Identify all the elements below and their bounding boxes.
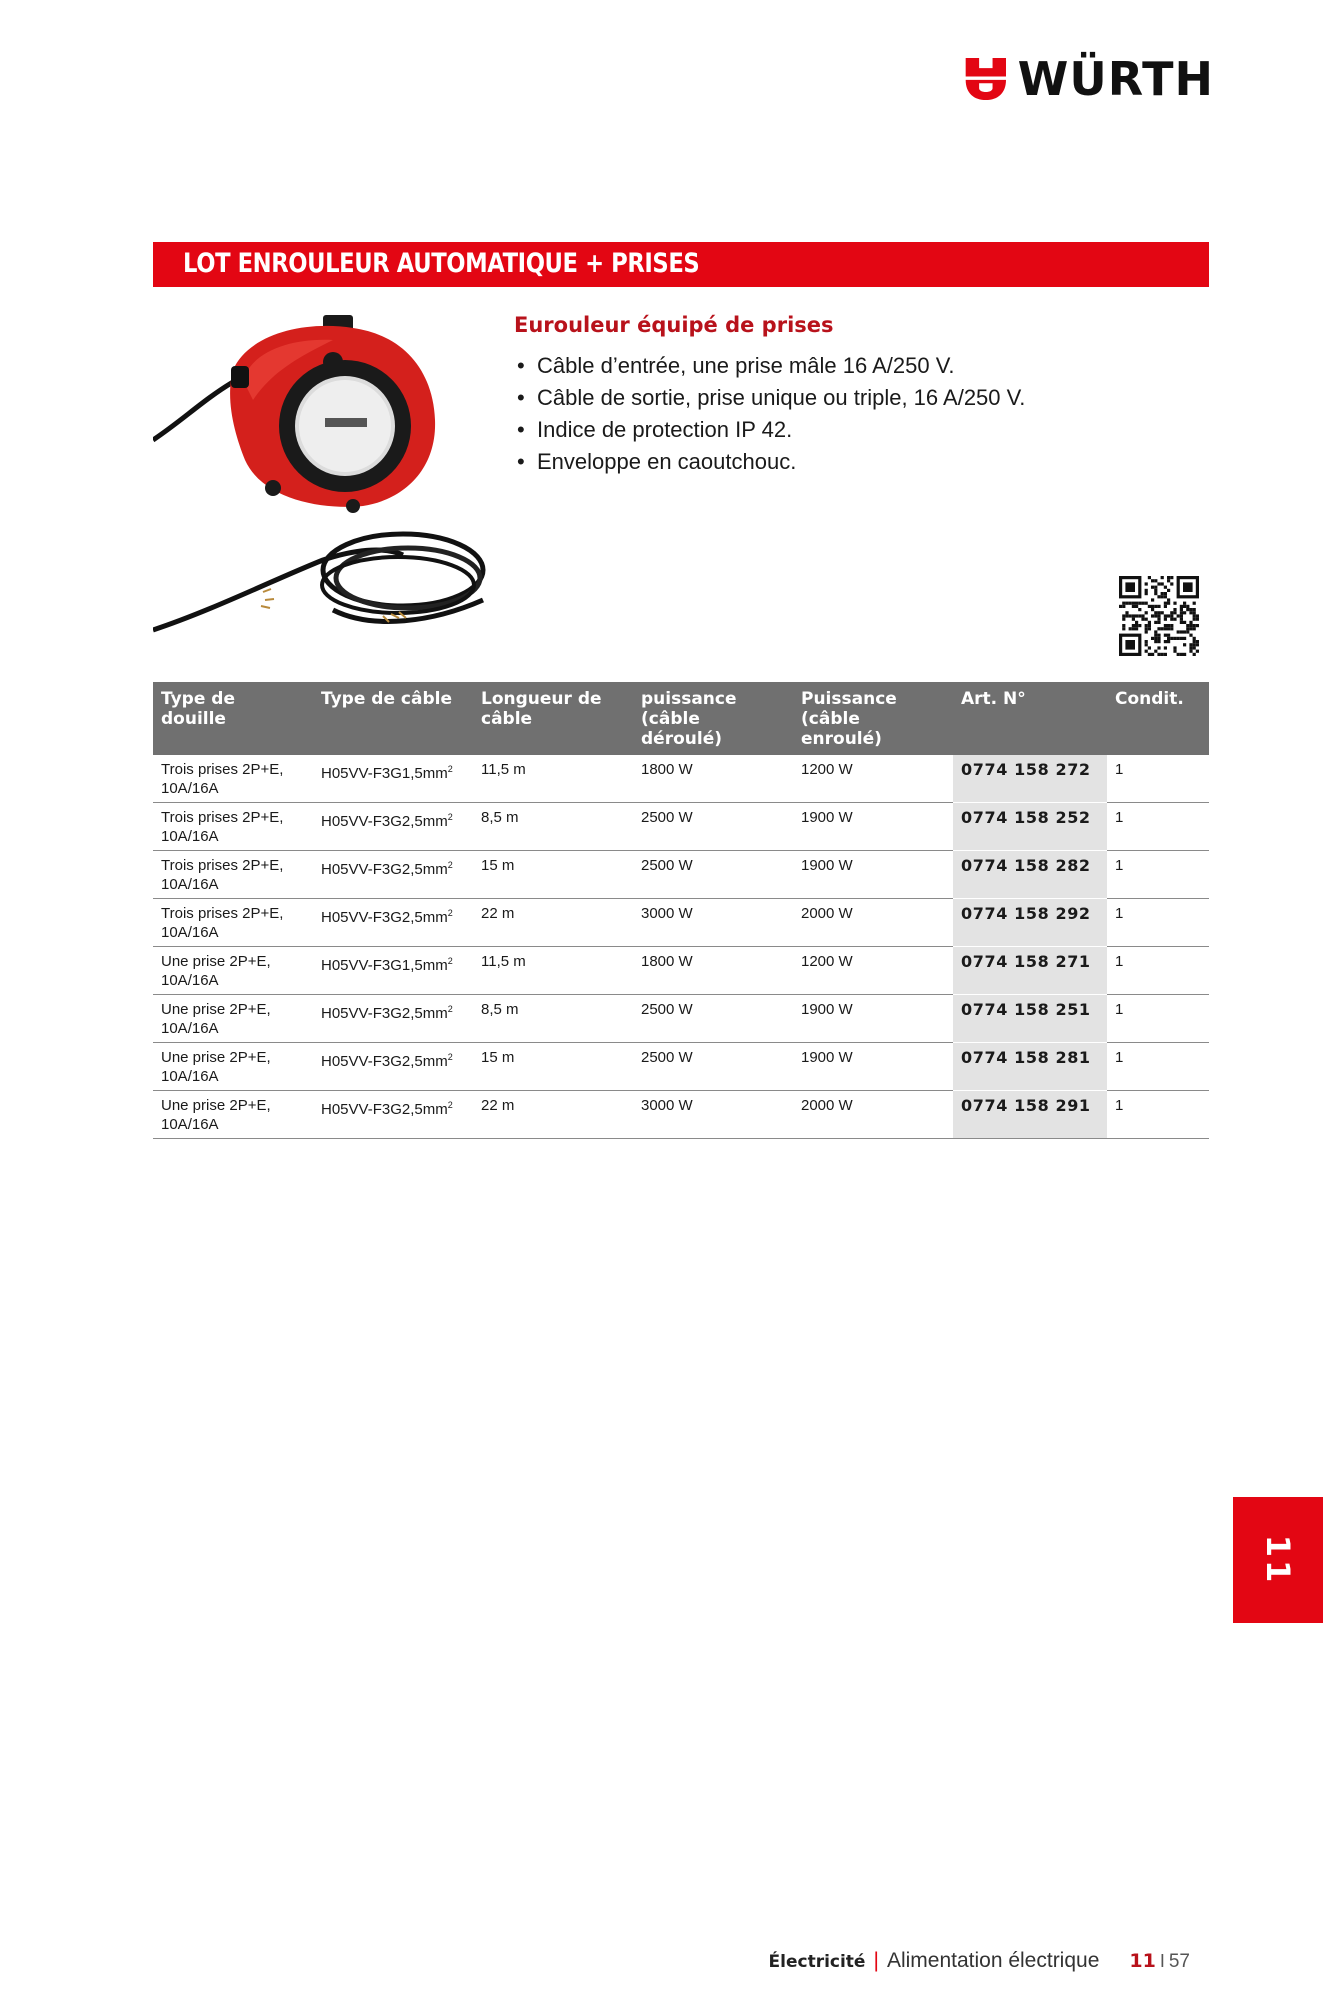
cell-power-unrolled: 1800 W [633, 755, 793, 803]
section-title-bar [153, 242, 1209, 287]
cell-power-rolled: 1900 W [793, 1043, 953, 1091]
cell-socket-type: Trois prises 2P+E, 10A/16A [153, 803, 313, 851]
footer-page-separator: I [1159, 1951, 1165, 1971]
cell-cable-length: 11,5 m [473, 755, 633, 803]
cell-packaging: 1 [1107, 803, 1209, 851]
cell-packaging: 1 [1107, 995, 1209, 1043]
cable-type-text: H05VV-F3G2,5mm [321, 909, 448, 926]
cell-cable-length: 22 m [473, 899, 633, 947]
cell-cable-length: 8,5 m [473, 995, 633, 1043]
footer-chapter: 11 [1129, 1950, 1156, 1972]
cell-cable-length: 15 m [473, 1043, 633, 1091]
wurth-logo-icon [964, 52, 1008, 106]
brand-name: WÜRTH [1017, 52, 1214, 106]
table-row [153, 1091, 1209, 1139]
cable-type-text: H05VV-F3G1,5mm [321, 765, 448, 782]
cell-article-number: 0774 158 251 [953, 995, 1107, 1043]
cell-cable-length: 11,5 m [473, 947, 633, 995]
cell-packaging: 1 [1107, 947, 1209, 995]
cell-socket-type: Une prise 2P+E, 10A/16A [153, 1091, 313, 1139]
cell-packaging: 1 [1107, 899, 1209, 947]
header-socket-type: Type de douille [153, 682, 313, 755]
cell-cable-type [313, 899, 473, 947]
cell-power-unrolled: 1800 W [633, 947, 793, 995]
cell-cable-length: 22 m [473, 1091, 633, 1139]
table-row [153, 755, 1209, 803]
table-row [153, 947, 1209, 995]
chapter-side-tab[interactable] [1233, 1497, 1323, 1623]
cell-cable-type [313, 851, 473, 899]
cell-power-rolled: 1900 W [793, 851, 953, 899]
feature-item: • Câble d’entrée, une prise mâle 16 A/250 V. [514, 350, 1025, 382]
cable-type-text: H05VV-F3G2,5mm [321, 813, 448, 830]
table-row [153, 803, 1209, 851]
cell-socket-type: Trois prises 2P+E, 10A/16A [153, 899, 313, 947]
cell-power-rolled: 1200 W [793, 947, 953, 995]
cable-type-text: H05VV-F3G2,5mm [321, 1005, 448, 1022]
unit-superscript: 2 [447, 956, 453, 966]
cable-type-text: H05VV-F3G2,5mm [321, 1053, 448, 1070]
table-row [153, 1043, 1209, 1091]
cell-power-unrolled: 2500 W [633, 851, 793, 899]
feature-list [514, 350, 1025, 478]
header-power-unrolled: puissance (câble déroulé) [633, 682, 793, 755]
header-power-rolled: Puissance (câble enroulé) [793, 682, 953, 755]
cell-cable-type [313, 995, 473, 1043]
cell-cable-type [313, 1043, 473, 1091]
cell-power-rolled: 2000 W [793, 1091, 953, 1139]
footer-section: Électricité [768, 1952, 866, 1972]
cell-article-number: 0774 158 291 [953, 1091, 1107, 1139]
cell-cable-length: 15 m [473, 851, 633, 899]
cell-socket-type: Une prise 2P+E, 10A/16A [153, 1043, 313, 1091]
cell-power-rolled: 1900 W [793, 803, 953, 851]
cell-power-unrolled: 2500 W [633, 803, 793, 851]
cable-type-text: H05VV-F3G2,5mm [321, 861, 448, 878]
unit-superscript: 2 [447, 860, 453, 870]
cell-packaging: 1 [1107, 851, 1209, 899]
cell-article-number: 0774 158 252 [953, 803, 1107, 851]
description-heading: Eurouleur équipé de prises [514, 313, 834, 337]
cell-power-rolled: 1900 W [793, 995, 953, 1043]
cable-type-text: H05VV-F3G1,5mm [321, 957, 448, 974]
table-header-row [153, 682, 1209, 755]
cell-power-unrolled: 3000 W [633, 899, 793, 947]
unit-superscript: 2 [447, 1100, 453, 1110]
wurth-logo [964, 50, 1214, 108]
table-row [153, 851, 1209, 899]
cell-packaging: 1 [1107, 1091, 1209, 1139]
chapter-tab-number: 11 [1259, 1534, 1297, 1586]
cell-cable-type [313, 1091, 473, 1139]
cell-packaging: 1 [1107, 1043, 1209, 1091]
cell-cable-type [313, 755, 473, 803]
cell-article-number: 0774 158 282 [953, 851, 1107, 899]
cell-cable-type [313, 947, 473, 995]
cell-power-unrolled: 2500 W [633, 995, 793, 1043]
footer-subsection: Alimentation électrique [886, 1949, 1100, 1972]
cell-power-rolled: 1200 W [793, 755, 953, 803]
header-cable-length: Longueur de câble [473, 682, 633, 755]
cell-power-unrolled: 3000 W [633, 1091, 793, 1139]
cell-packaging: 1 [1107, 755, 1209, 803]
cell-article-number: 0774 158 272 [953, 755, 1107, 803]
cell-cable-type [313, 803, 473, 851]
footer-page-number: 57 [1168, 1951, 1190, 1972]
cell-article-number: 0774 158 271 [953, 947, 1107, 995]
unit-superscript: 2 [447, 1052, 453, 1062]
cell-socket-type: Trois prises 2P+E, 10A/16A [153, 851, 313, 899]
feature-item: • Enveloppe en caoutchouc. [514, 446, 1025, 478]
cable-reel-product-image [153, 310, 489, 640]
feature-item: • Indice de protection IP 42. [514, 414, 1025, 446]
cell-socket-type: Une prise 2P+E, 10A/16A [153, 947, 313, 995]
cell-article-number: 0774 158 281 [953, 1043, 1107, 1091]
unit-superscript: 2 [447, 812, 453, 822]
spec-table [153, 682, 1209, 1139]
cell-socket-type: Une prise 2P+E, 10A/16A [153, 995, 313, 1043]
cell-power-rolled: 2000 W [793, 899, 953, 947]
unit-superscript: 2 [447, 908, 453, 918]
qr-code[interactable] [1119, 576, 1199, 656]
table-row [153, 995, 1209, 1043]
cable-type-text: H05VV-F3G2,5mm [321, 1101, 448, 1118]
header-packaging: Condit. [1107, 682, 1209, 755]
header-cable-type: Type de câble [313, 682, 473, 755]
unit-superscript: 2 [447, 1004, 453, 1014]
cell-article-number: 0774 158 292 [953, 899, 1107, 947]
cell-socket-type: Trois prises 2P+E, 10A/16A [153, 755, 313, 803]
cell-power-unrolled: 2500 W [633, 1043, 793, 1091]
feature-item: • Câble de sortie, prise unique ou triple, 16 A/250 V. [514, 382, 1025, 414]
section-title: LOT ENROULEUR AUTOMATIQUE + PRISES [183, 248, 700, 279]
page-footer [769, 1949, 1190, 1973]
cell-cable-length: 8,5 m [473, 803, 633, 851]
footer-separator: | [873, 1949, 879, 1972]
header-article-number: Art. N° [953, 682, 1107, 755]
table-row [153, 899, 1209, 947]
unit-superscript: 2 [447, 764, 453, 774]
